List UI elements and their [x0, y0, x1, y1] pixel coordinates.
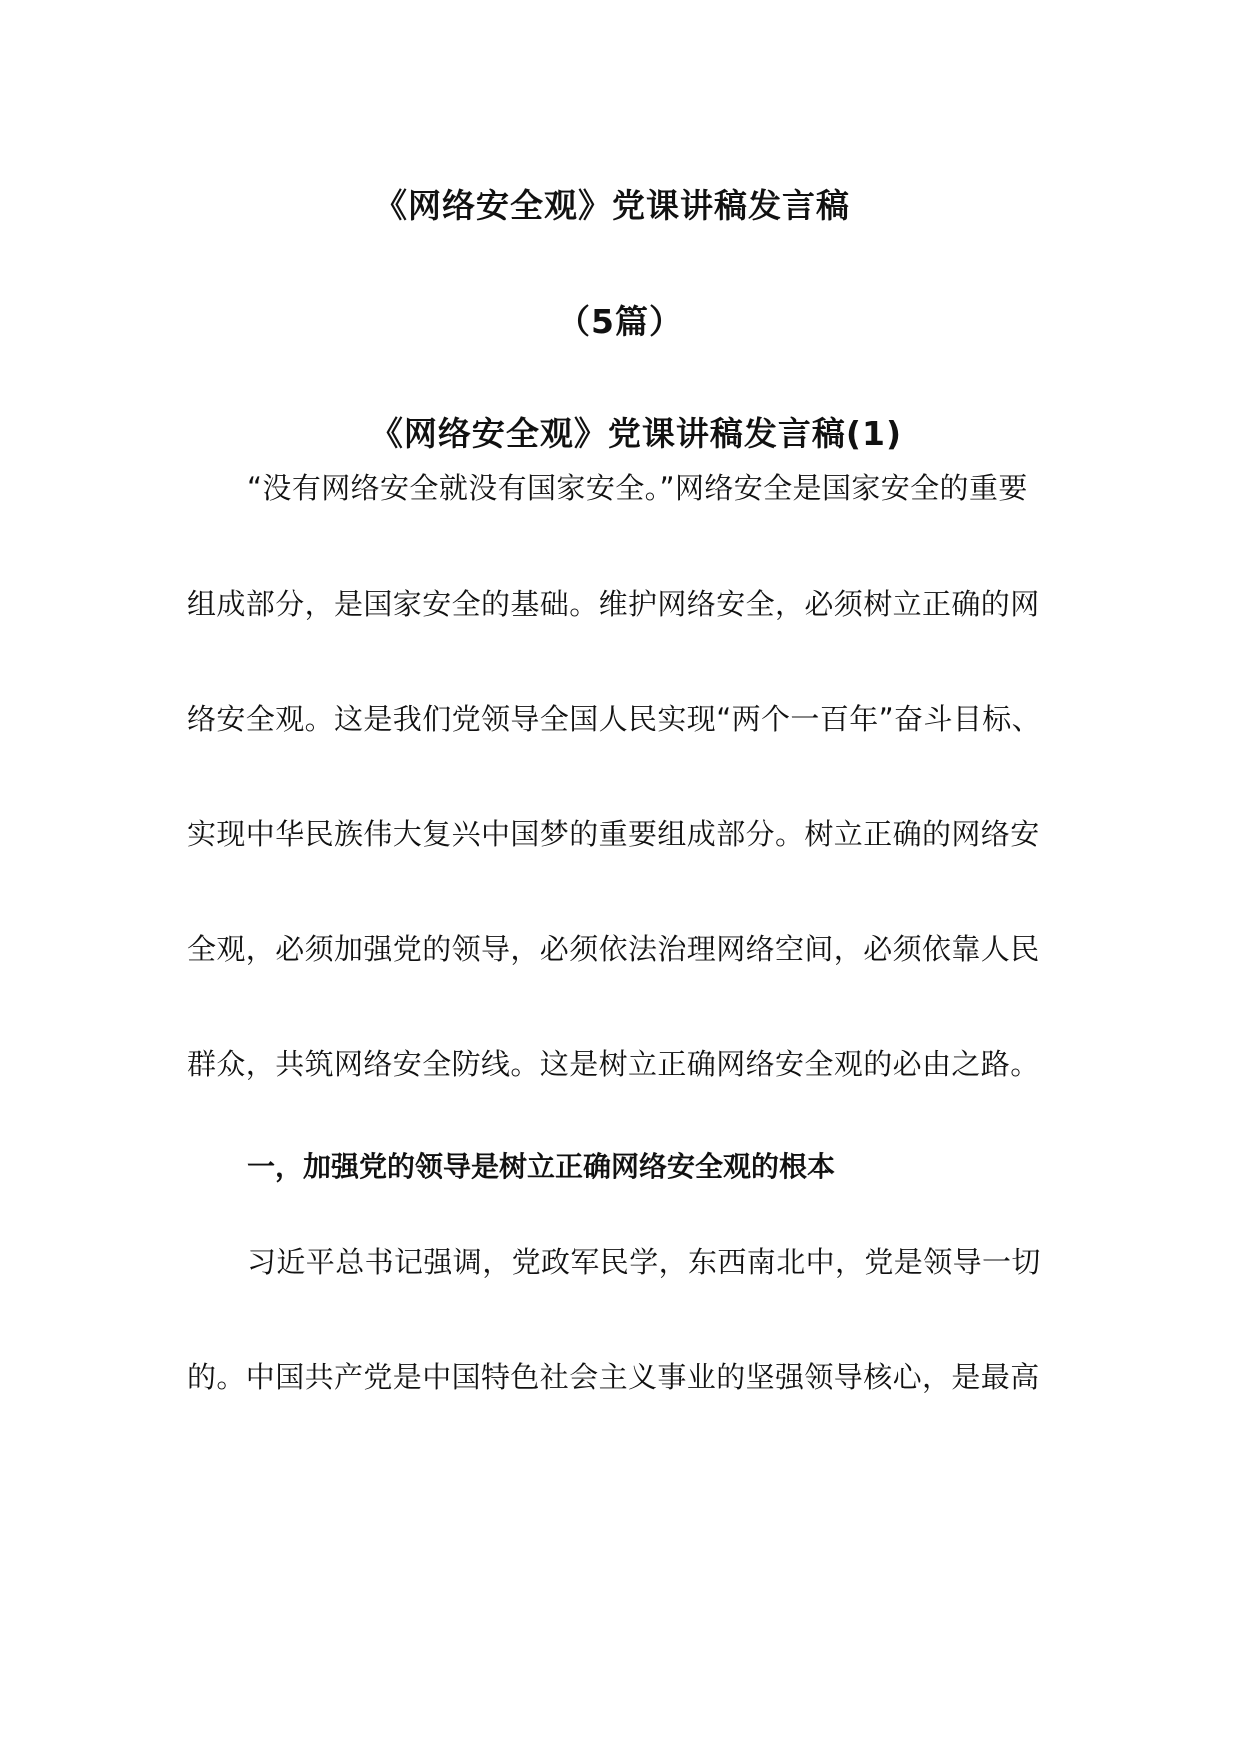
paragraph-line: 实现中华民族伟大复兴中国梦的重要组成部分。树立正确的网络安 [187, 817, 1040, 851]
paragraph-line: 习近平总书记强调，党政军民学，东西南北中，党是领导一切 [247, 1245, 1041, 1279]
document-count: （5篇） [557, 302, 683, 341]
paragraph-line: 组成部分，是国家安全的基础。维护网络安全，必须树立正确的网 [187, 587, 1040, 621]
paragraph-line: 络安全观。这是我们党领导全国人民实现“两个一百年”奋斗目标、 [187, 702, 1042, 736]
document-title: 《网络安全观》党课讲稿发言稿 [374, 186, 850, 225]
paragraph-line: 的。中国共产党是中国特色社会主义事业的坚强领导核心，是最高 [187, 1360, 1040, 1394]
paragraph-line: “没有网络安全就没有国家安全。”网络安全是国家安全的重要 [247, 471, 1028, 505]
paragraph-line: 全观，必须加强党的领导，必须依法治理网络空间，必须依靠人民 [187, 932, 1040, 966]
paragraph-line: 群众，共筑网络安全防线。这是树立正确网络安全观的必由之路。 [187, 1047, 1040, 1081]
section-heading: 一，加强党的领导是树立正确网络安全观的根本 [247, 1150, 836, 1183]
document-subtitle: 《网络安全观》党课讲稿发言稿(1) [369, 414, 903, 453]
